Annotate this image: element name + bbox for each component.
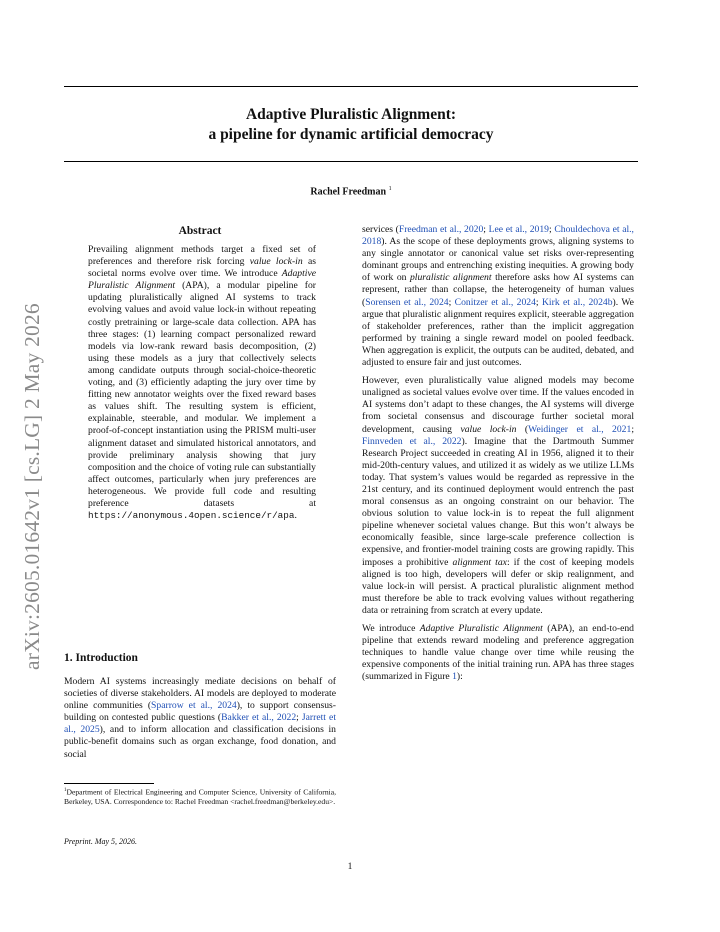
title-rule-bottom <box>64 161 638 162</box>
citation-link[interactable]: Finnveden et al., 2022 <box>362 435 462 447</box>
citation-link[interactable]: Freedman et al., 2020 <box>398 224 484 235</box>
citation-link[interactable]: Weidinger et al., 2021 <box>528 423 632 435</box>
preprint-note: Preprint. May 5, 2026. <box>64 837 138 846</box>
abstract-heading: Abstract <box>178 225 222 237</box>
paragraph-text-segment: : if the cost of keeping models aligned is too high, developers will defer or skip realignment, and value lock-in will persist. A practical pluralistic alignment method must therefore be able to track evolving values without regathering data or retraining from scratch at every update. <box>362 556 634 616</box>
paragraph-text-segment: ). Imagine that the Dartmouth Summer Research Project succeeded in creating AI in 1956, aligned it to their mid-20th-century values, and utilized it as widely as we utilize LLMs today. That system’s values would be regarded as repressive in the 21st century, and its continued deployment would entrench the past moral consensus as an ongoing constraint on our behavior. The obvious solution to value lock-in is to repeat the full alignment pipeline whenever societal values change. But this won’t always be economically feasible, since large-scale preference collection is expensive, and frontier-model training costs are growing rapidly. This imposes a prohibitive <box>362 435 634 568</box>
right-column <box>362 224 634 689</box>
footnote-rule <box>64 783 154 784</box>
footnote-mark: 1 <box>64 788 67 793</box>
citation-link[interactable]: Sparrow et al., 2024 <box>151 700 237 712</box>
figure-reference-link[interactable]: 1 <box>452 671 457 683</box>
introduction-paragraph <box>64 676 336 761</box>
paragraph-text-segment: We introduce <box>362 623 420 634</box>
paragraph-text-segment: ). As the scope of these deployments grows, aligning systems to any single annotator or canonical value set risks over-representing dominant groups and entrenching existing inequities. A growing body of work on <box>362 236 634 284</box>
body-paragraph-2 <box>362 375 634 617</box>
intro-text-segment: ), and to inform allocation and classification decisions in public-benefit domains such as organ exchange, food donation, and social <box>64 724 336 760</box>
paragraph-emphasis: value lock-in <box>460 423 517 435</box>
citation-separator: ; <box>631 423 634 435</box>
intro-text-segment: Modern AI systems increasingly mediate decisions on behalf of societies of diverse stakeholders. AI models are deployed to moderate online communities ( <box>64 676 336 712</box>
paragraph-emphasis: alignment tax <box>452 556 507 568</box>
citation-link[interactable]: Conitzer et al., 2024 <box>454 296 536 308</box>
abstract-emphasis: Adaptive Pluralistic Alignment <box>88 268 316 292</box>
intro-text-segment: ), to support consensus-building on contested public questions ( <box>64 700 336 724</box>
page-number: 1 <box>347 862 353 872</box>
paragraph-text-segment: therefore asks how AI systems can represent, rather than collapse, the heterogeneity of human values ( <box>362 272 634 308</box>
citation-separator: ; <box>448 296 455 308</box>
citation-separator: ; <box>483 224 489 235</box>
citation-link[interactable]: Chouldechova et al., 2018 <box>362 224 634 248</box>
citation-link[interactable]: Sorensen et al., 2024 <box>365 296 449 308</box>
citation-link[interactable]: Jarrett et al., 2025 <box>64 712 336 736</box>
left-column <box>64 224 336 522</box>
paragraph-text-segment: However, even pluralistically value aligned models may become unaligned as societal values evolve over time. If the values encoded in AI systems don’t adapt to these changes, the AI systems will diverge from societal consensus and discourage further societal moral development, causing <box>362 375 634 435</box>
section-heading-introduction: 1. Introduction <box>64 652 138 664</box>
citation-link[interactable]: Bakker et al., 2022 <box>221 712 297 724</box>
abstract-text-segment: (APA), a modular pipeline for updating pluralistically aligned AI systems to track evolving values and avoid value lock-in without repeating costly pretraining or large-scale data collection. APA has three stages: (1) learning compact personalized reward models via low-rank reward basis decomposition, (2) using these models as a jury that collectively selects among candidate outputs through social-choice-theoretic voting, and (3) efficiently adapting the jury over time by fitting new annotator weights over the fixed reward bases as values shift. The resulting system is efficient, explainable, steerable, and modular. We implement a proof-of-concept instantiation using the PRISM multi-user alignment dataset and simulated historical annotators, and provide preliminary analysis showing that jury composition and the choice of voting rule can substantially affect outcomes, particularly when jury preferences are heterogeneous. We provide full code and resulting preference datasets at <box>88 280 316 509</box>
title-line-2: a pipeline for dynamic artificial democracy <box>208 126 494 143</box>
author-affiliation-mark: 1 <box>388 186 392 192</box>
paragraph-text-segment: services ( <box>362 224 399 235</box>
body-paragraph-3 <box>362 623 634 683</box>
paragraph-text-segment: ): <box>456 671 463 683</box>
citation-separator: ; <box>535 296 542 308</box>
author-name: Rachel Freedman <box>310 186 387 198</box>
citation-link[interactable]: Kirk et al., 2024b <box>541 296 613 308</box>
code-url-link[interactable]: https://anonymous.4open.science/r/apa <box>88 510 295 522</box>
title-rule-top <box>64 86 638 87</box>
abstract-text-segment: Prevailing alignment methods target a fixed set of preferences and therefore risk forcing <box>88 244 316 268</box>
citation-separator: ; <box>296 712 302 724</box>
footnote-text: Department of Electrical Engineering and Computer Science, University of California, Berkeley, USA. Correspondence to: Rachel Freedman <rachel.freedman@berkeley.edu>. <box>64 787 336 807</box>
paragraph-text-segment: ( <box>516 423 529 435</box>
paragraph-emphasis: pluralistic alignment <box>409 272 492 284</box>
author-line <box>64 186 638 197</box>
abstract-text-segment: as societal norms evolve over time. We introduce <box>88 256 316 280</box>
citation-link[interactable]: Lee et al., 2019 <box>488 224 549 235</box>
citation-separator: ; <box>549 224 555 235</box>
paragraph-text-segment: (APA), an end-to-end pipeline that extends reward modeling and preference aggregation techniques to handle value change over time while reusing the expensive components of the initial training run. APA has three stages (summarized in Figure <box>362 623 634 683</box>
paragraph-text-segment: ). We argue that pluralistic alignment requires explicit, steerable aggregation of stakeholder preferences, rather than the implicit aggregation performed by training a single reward model on pooled feedback. When aggregation is explicit, the outputs can be audited, debated, and adjusted to ensure fair and just outcomes. <box>362 296 634 369</box>
title-line-1: Adaptive Pluralistic Alignment: <box>245 106 457 123</box>
paragraph-emphasis: Adaptive Pluralistic Alignment <box>419 623 543 634</box>
abstract-text-segment: . <box>294 510 297 522</box>
body-paragraph-1 <box>362 224 634 369</box>
abstract-emphasis: value lock-in <box>249 256 303 268</box>
arxiv-identifier: arXiv:2605.01642v1 [cs.LG] 2 May 2026 <box>20 303 44 670</box>
affiliation-footnote <box>64 786 336 807</box>
paper-title <box>64 105 638 145</box>
abstract-text <box>88 244 316 522</box>
